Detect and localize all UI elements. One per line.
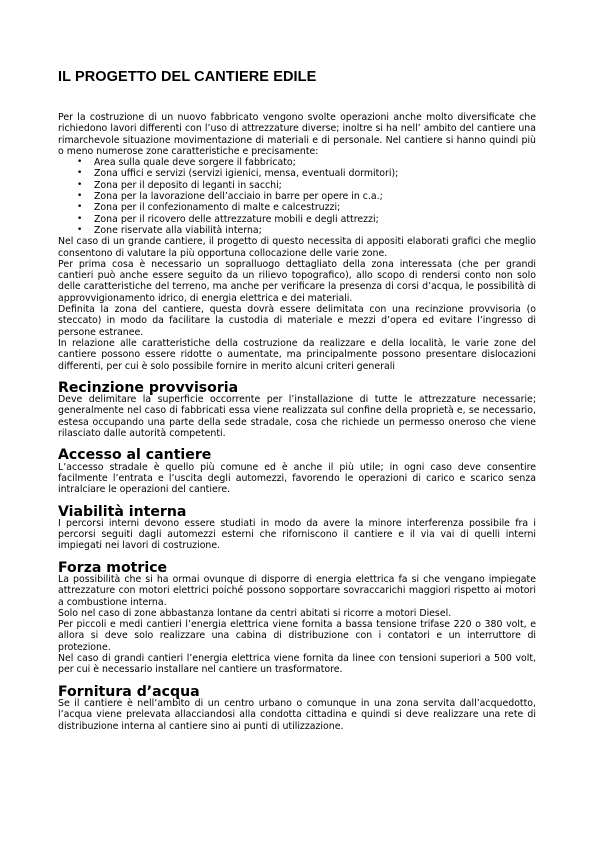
body-paragraph: Per prima cosa è necessario un sopralluogo dettagliato della zona interessata (che per grandi cantieri può anche essere seguito da un rilievo topografico), allo scopo di rendersi conto non solo delle caratteristiche del terreno, ma anche per verificare la presenza di corsi d’acqua, le possibilità di approvvigionamento idrico, di energia elettrica e dei materiali.	[58, 258, 536, 304]
bullet-icon: •	[77, 168, 83, 179]
section-paragraph: Per piccoli e medi cantieri l’energia elettrica viene fornita a bassa tensione trifase 220 o 380 volt, e allora si deve solo realizzare una cabina di distribuzione con i contatori e un interruttore di protezione.	[58, 619, 536, 653]
section-paragraph: I percorsi interni devono essere studiati in modo da avere la minore interferenza possibile fra i percorsi seguiti dagli automezzi esterni che riforniscono il cantiere e il via vai di quelli interni impiegati nei lavori di costruzione.	[58, 517, 536, 552]
list-item-text: Area sulla quale deve sorgere il fabbricato;	[94, 157, 296, 169]
list-item	[77, 213, 536, 225]
body-paragraph: In relazione alle caratteristiche della costruzione da realizzare e della località, le varie zone del cantiere possono essere ridotte o aumentate, ma principalmente possono presentare dislocazioni differenti, per cui è solo possibile fornire in merito alcuni criteri generali	[58, 337, 536, 372]
section-heading: Fornitura d’acqua	[58, 683, 200, 700]
list-item	[77, 157, 536, 169]
section-accesso	[58, 447, 536, 496]
section-heading: Accesso al cantiere	[58, 447, 212, 464]
document-body	[58, 68, 536, 732]
intro-paragraph: Per la costruzione di un nuovo fabbricato vengono svolte operazioni anche molto diversificate che richiedono lavori differenti con l’uso di attrezzature diverse; inoltre si ha nell’ ambito del cantiere una rimarchevole situazione movimentazione di materiali e di personale. Nel cantiere si hanno quindi più o meno numerose zone caratteristiche e precisamente:	[58, 112, 536, 157]
list-item-text: Zona per la lavorazione dell’acciaio in barre per opere in c.a.;	[94, 191, 383, 203]
section-heading: Recinzione provvisoria	[58, 379, 239, 396]
list-item	[77, 202, 536, 214]
section-paragraph: Solo nel caso di zone abbastanza lontane da centri abitati si ricorre a motori Diesel.	[58, 607, 452, 619]
section-paragraph: Nel caso di grandi cantieri l’energia elettrica viene fornita da linee con tensioni superiori a 500 volt, per cui è necessario installare nel cantiere un trasformatore.	[58, 653, 536, 676]
bullet-icon: •	[77, 224, 83, 235]
list-item-text: Zona per il ricovero delle attrezzature mobili e degli attrezzi;	[94, 213, 379, 225]
list-item-text: Zona per il deposito di leganti in sacchi;	[94, 179, 282, 191]
page-title: IL PROGETTO DEL CANTIERE EDILE	[58, 69, 317, 85]
body-paragraph: Nel caso di un grande cantiere, il progetto di questo necessita di appositi elaborati grafici che meglio consentono di valutare la più opportuna collocazione delle varie zone.	[58, 236, 536, 259]
bullet-icon: •	[77, 202, 83, 213]
bullet-icon: •	[77, 179, 83, 190]
list-item	[77, 168, 536, 180]
section-paragraph: Se il cantiere è nell’ambito di un centro urbano o comunque in una zona servita dall’acquedotto, l’acqua viene prelevata allacciandosi alla condotta cittadina e quindi si deve realizzare una rete di distribuzione interna al cantiere sino ai punti di utilizzazione.	[58, 697, 536, 732]
list-item	[77, 191, 536, 203]
section-recinzione	[58, 379, 536, 440]
bullet-icon: •	[77, 157, 83, 168]
list-item	[77, 224, 536, 236]
list-item-text: Zona uffici e servizi (servizi igienici, mensa, eventuali dormitori);	[94, 168, 399, 180]
section-fornitura-acqua	[58, 683, 536, 732]
list-item	[77, 179, 536, 191]
section-paragraph: Deve delimitare la superficie occorrente per l’installazione di tutte le attrezzature necessarie; generalmente nel caso di fabbricati essa viene realizzata sul confine della proprietà e, se necessario, estesa occupando una parte della sede stradale, cosa che richiede un permesso oneroso che viene rilasciato dalle autorità competenti.	[58, 394, 536, 440]
section-heading: Forza motrice	[58, 559, 168, 576]
zones-list	[58, 157, 536, 236]
section-viabilita	[58, 503, 536, 552]
bullet-icon: •	[77, 213, 83, 224]
list-item-text: Zona per il confezionamento di malte e calcestruzzi;	[94, 202, 341, 214]
list-item-text: Zone riservate alla viabilità interna;	[94, 224, 262, 236]
section-forza-motrice	[58, 559, 536, 676]
bullet-icon: •	[77, 191, 83, 202]
section-paragraph: La possibilità che si ha ormai ovunque di disporre di energia elettrica fa si che vengano impiegate attrezzature con motori elettrici poiché possono sopportare sovraccarichi maggiori rispetto ai motori a combustione interna.	[58, 573, 536, 608]
section-paragraph: L’accesso stradale è quello più comune ed è anche il più utile; in ogni caso deve consentire facilmente l’entrata e l’uscita degli automezzi, favorendo le operazioni di carico e scarico senza intralciare le operazioni del cantiere.	[58, 461, 536, 496]
body-paragraph: Definita la zona del cantiere, questa dovrà essere delimitata con una recinzione provvisoria (o steccato) in modo da facilitare la custodia di materiale e mezzi d’opera ed evitare l’ingresso di persone estranee.	[58, 304, 536, 338]
section-heading: Viabilità interna	[58, 503, 187, 520]
